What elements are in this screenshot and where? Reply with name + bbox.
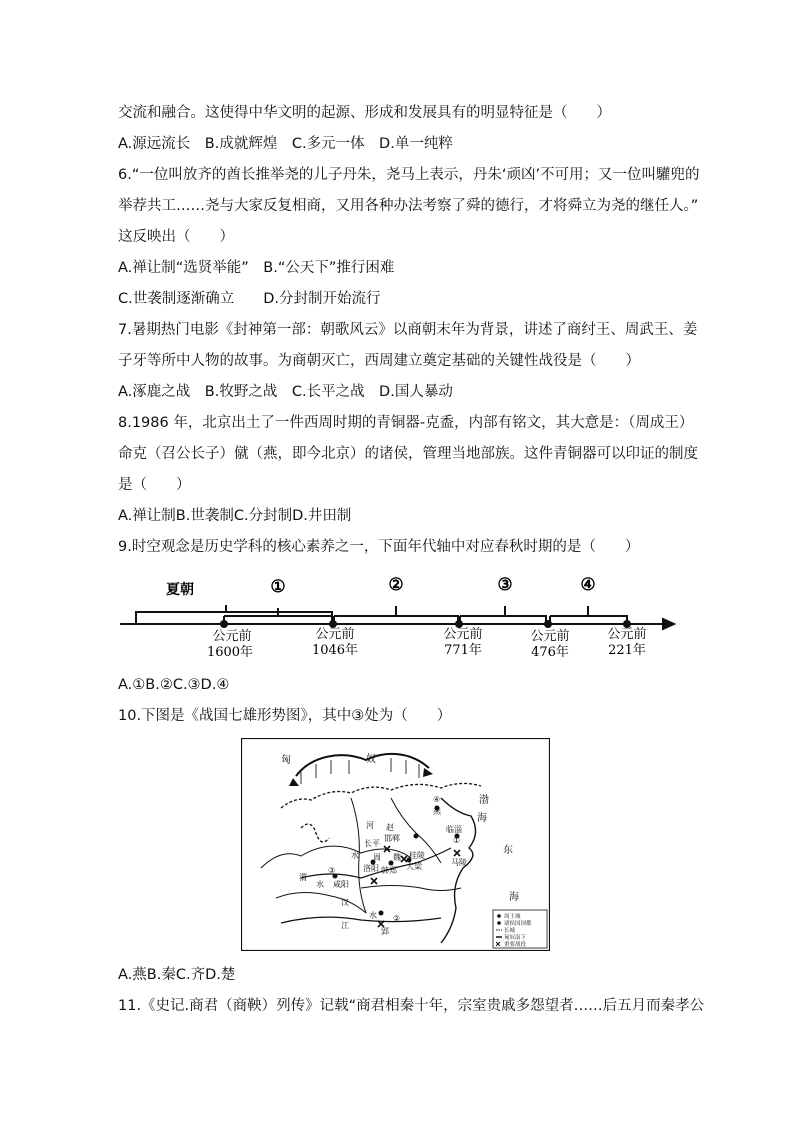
map-label: 桂陵 bbox=[409, 851, 425, 860]
text-line: 是（ ） bbox=[118, 477, 191, 493]
text-line: 这反映出（ ） bbox=[118, 229, 234, 245]
q10-stem: 10.下图是《战国七雄形势图》，其中③处为（ ） bbox=[118, 708, 452, 724]
bracket-1 bbox=[224, 608, 332, 624]
q8-options: A.禅让制B.世袭制C.分封制D.井田制 bbox=[118, 508, 352, 524]
xia-label: 夏朝 bbox=[166, 582, 194, 598]
map-label: 渤 bbox=[479, 795, 489, 806]
date-771: 771年 bbox=[444, 643, 482, 658]
q7-stem: 7.暑期热门电影《封神第一部：朝歌风云》以商朝末年为背景，讲述了商纣王、周武王、姜 bbox=[118, 322, 698, 338]
date-prefix: 公元前 bbox=[315, 627, 355, 642]
q8-stem: 8.1986 年，北京出土了一件西周时期的青铜器-克盉，内部有铭文，其大意是：（周成王） bbox=[118, 415, 694, 431]
marker-3: ③ bbox=[497, 575, 513, 595]
date-prefix: 公元前 bbox=[212, 629, 252, 644]
bracket-3 bbox=[460, 606, 546, 624]
date-476: 476年 bbox=[531, 645, 569, 660]
map-label: 燕 bbox=[433, 807, 441, 816]
q6-options-cd: C.世袭制逐渐确立 D.分封制开始流行 bbox=[118, 291, 381, 307]
date-1046: 1046年 bbox=[311, 643, 359, 658]
date-1600: 1600年 bbox=[206, 645, 254, 660]
legend-item: 重要战役 bbox=[504, 942, 527, 948]
marker-2: ② bbox=[388, 575, 404, 595]
date-prefix: 公元前 bbox=[443, 627, 483, 642]
map-legend bbox=[493, 910, 547, 948]
date-prefix: 公元前 bbox=[530, 629, 570, 644]
map-label: 马陵 bbox=[451, 858, 467, 867]
map-label: ③ bbox=[328, 866, 336, 875]
map-label: 长平 bbox=[364, 839, 380, 848]
map-label: 江 bbox=[341, 921, 349, 930]
map-label: ④ bbox=[433, 795, 441, 804]
map-label: 韩郑 bbox=[381, 866, 397, 875]
date-221: 221年 bbox=[608, 643, 646, 658]
timeline-point bbox=[544, 620, 552, 628]
legend-item: 匈奴南下 bbox=[504, 935, 527, 941]
map-label: 东 bbox=[503, 845, 513, 856]
map-label: 水 bbox=[351, 851, 359, 860]
map-label: ① bbox=[453, 836, 461, 845]
legend-item: 周王城 bbox=[504, 914, 521, 920]
map-label: 匈 bbox=[281, 755, 291, 766]
map-label: 赵 bbox=[386, 823, 394, 832]
map-label: 渭 bbox=[299, 873, 307, 882]
q6-stem: 6.“一位叫放齐的酋长推举尧的儿子丹朱，尧马上表示，丹朱‘顽凶’不可用；又一位叫驩兜的 bbox=[118, 167, 700, 183]
bracket-2 bbox=[334, 606, 458, 624]
warring-states-map bbox=[241, 738, 550, 951]
q10-options: A.燕B.秦C.齐D.楚 bbox=[118, 967, 236, 983]
map-label: 魏 bbox=[393, 853, 401, 862]
date-prefix: 公元前 bbox=[607, 627, 647, 642]
map-label: ② bbox=[393, 914, 401, 923]
q9-options: A.①B.②C.③D.④ bbox=[118, 677, 230, 693]
map-label: 水 bbox=[369, 911, 377, 920]
map-label: 水 bbox=[316, 880, 324, 889]
map-label: 咸阳 bbox=[333, 880, 349, 889]
map-label: 海 bbox=[477, 813, 487, 824]
text-line: 交流和融合。这使得中华文明的起源、形成和发展具有的明显特征是（ ） bbox=[118, 105, 611, 121]
map-label: 临淄 bbox=[446, 825, 462, 834]
bracket-xia bbox=[136, 612, 332, 624]
marker-4: ④ bbox=[580, 575, 596, 595]
q6-options-ab: A.禅让制“选贤举能” B.“公天下”推行困难 bbox=[118, 260, 395, 276]
text-line: 子牙等所中人物的故事。为商朝灭亡，西周建立奠定基础的关键性战役是（ ） bbox=[118, 353, 640, 369]
map-label: 大梁 bbox=[406, 862, 422, 871]
map-label: 奴 bbox=[366, 754, 376, 765]
bracket-4 bbox=[550, 606, 627, 624]
map-label: 郢 bbox=[381, 927, 389, 936]
text-line: 命克（召公长子）僦（燕，即今北京）的诸侯，管理当地部族。这件青铜器可以印证的制度 bbox=[118, 446, 698, 462]
text-line: 举荐共工……尧与大家反复相商，又用各种办法考察了舜的德行，才将舜立为尧的继任人。” bbox=[118, 198, 699, 214]
timeline-point bbox=[220, 620, 228, 628]
marker-1: ① bbox=[270, 577, 286, 597]
map-label: 周 bbox=[373, 853, 381, 862]
timeline-figure bbox=[118, 572, 678, 667]
q7-options: A.涿鹿之战 B.牧野之战 C.长平之战 D.国人暴动 bbox=[118, 384, 453, 400]
map-label: 邯郸 bbox=[384, 834, 400, 843]
q11-stem: 11.《史记.商君（商鞅）列传》记载“商君相秦十年，宗室贵戚多怨望者……后五月而秦孝公 bbox=[118, 998, 705, 1014]
map-label: 汉 bbox=[341, 898, 349, 907]
map-label: 洛阳 bbox=[363, 864, 379, 873]
map-label: 海 bbox=[509, 892, 519, 903]
map-label: 河 bbox=[366, 821, 374, 830]
legend-item: 长城 bbox=[504, 928, 516, 934]
axis-arrow bbox=[663, 619, 674, 629]
legend-item: 诸侯国国都 bbox=[504, 921, 532, 927]
q5-options: A.源远流长 B.成就辉煌 C.多元一体 D.单一纯粹 bbox=[118, 136, 453, 152]
q9-stem: 9.时空观念是历史学科的核心素养之一，下面年代轴中对应春秋时期的是（ ） bbox=[118, 539, 640, 555]
